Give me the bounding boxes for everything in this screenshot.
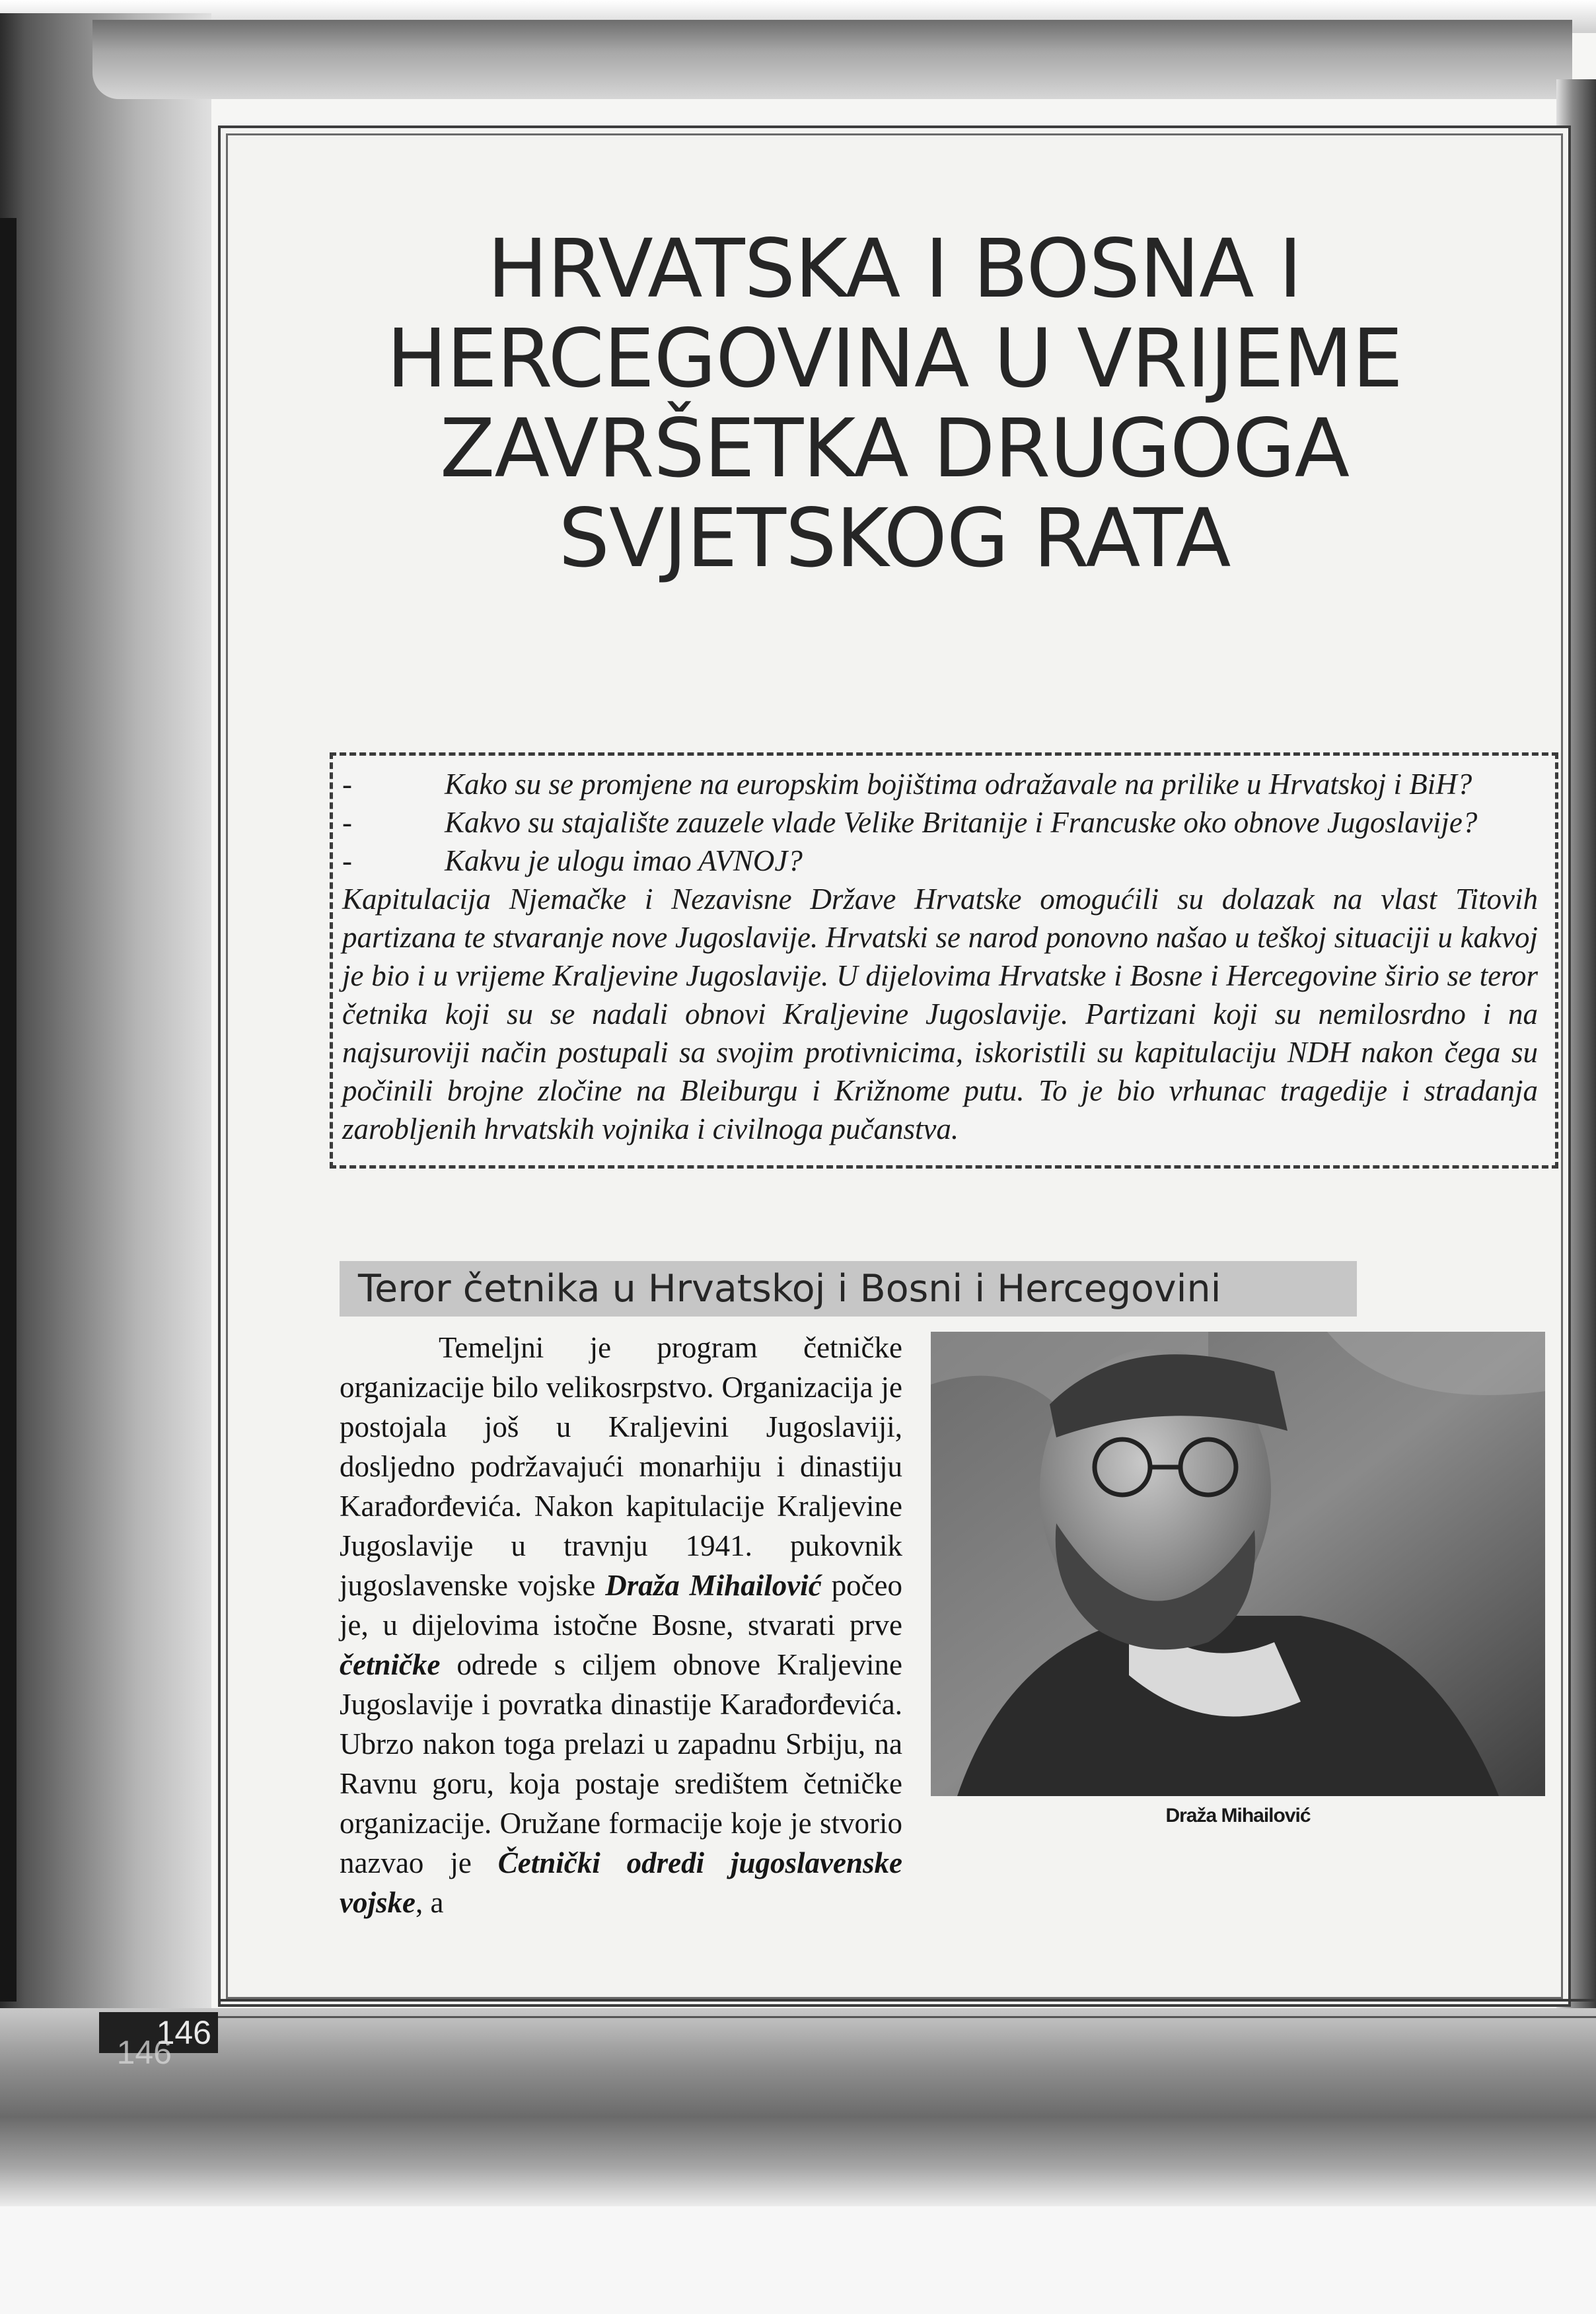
body-text-run: počeo je, u dijelovima istočne Bosne, stvarati prve — [340, 1569, 903, 1642]
photo-caption: Draža Mihailović — [1165, 1805, 1311, 1826]
emphasis-term: četničke — [340, 1648, 441, 1681]
section-heading: Teror četnika u Hrvatskoj i Bosni i Hercegovini — [340, 1261, 1357, 1317]
title-line: ZAVRŠETKA DRUGOGA — [439, 402, 1350, 495]
section-body-text — [340, 1328, 902, 1922]
page-title — [300, 224, 1489, 583]
question-item — [342, 803, 1538, 842]
question-dash: - — [342, 844, 352, 877]
question-text: Kakvu je ulogu imao AVNOJ? — [445, 844, 803, 877]
body-text-run: , a — [415, 1886, 444, 1919]
question-dash: - — [342, 806, 352, 839]
body-text-run: Temeljni je program četničke organizacije bilo velikosrpstvo. Organizacija je postojala još u Kraljevini Jugoslaviji, dosljedno podržavajući monarhiju i dinastiju Karađorđevića. Nakon kapitulacije Kraljevine Jugoslavije u travnju 1941. pukovnik jugoslavenske vojske — [340, 1331, 902, 1602]
book-cover-edge — [92, 20, 1572, 99]
title-line: SVJETSKOG RATA — [558, 491, 1231, 585]
footer-rule — [218, 1999, 1596, 2002]
question-item — [342, 765, 1538, 803]
title-line: HERCEGOVINA U VRIJEME — [386, 312, 1402, 406]
book-bottom-shadow — [0, 2008, 1596, 2206]
page-number: 146 — [99, 2012, 218, 2053]
question-text: Kakvo su stajalište zauzele vlade Velike Britanije i Francuske oko obnove Jugoslavije? — [445, 806, 1478, 839]
page-number-ghost: 146 — [116, 2034, 172, 2071]
footer-rule — [218, 2016, 1596, 2018]
question-item — [342, 842, 1538, 880]
emphasis-name: Draža Mihailović — [605, 1569, 822, 1602]
scan-bottom-margin — [0, 2206, 1596, 2314]
question-dash: - — [342, 768, 352, 801]
book-spine-shadow — [0, 13, 211, 2272]
title-line: HRVATSKA I BOSNA I — [487, 222, 1302, 316]
emphasis-term: Četnički odredi jugoslavenske vojske — [340, 1846, 902, 1919]
intro-questions-box — [330, 752, 1558, 1169]
question-text: Kako su se promjene na europskim bojištima odražavale na prilike u Hrvatskoj i BiH? — [445, 768, 1472, 801]
textbook-page — [218, 126, 1571, 2007]
portrait-photo-icon — [931, 1332, 1545, 1796]
body-text-run: odrede s ciljem obnove Kraljevine Jugoslavije i povratka dinastije Karađorđevića. Ubrzo nakon toga prelazi u zapadnu Srbiju, na Ravnu goru, koja postaje središtem četničke organizacije. Oružane formacije koje je stvorio nazvao je — [340, 1648, 902, 1879]
portrait-photo — [931, 1332, 1545, 1796]
intro-paragraph: Kapitulacija Njemačke i Nezavisne Države Hrvatske omogućili su dolazak na vlast Titovih partizana te stvaranje nove Jugoslavije. Hrvatski se narod ponovno našao u teškoj situaciji u kakvoj je bio i u vrijeme Kraljevine Jugoslavije. U dijelovima Hrvatske i Bosne i Hercegovine širio se teror četnika koji su se nadali obnovi Kraljevine Jugoslavije. Partizani koji su nemilosrdno i na najsuroviji način postupali sa svojim protivnicima, iskoristili su kapitulaciju NDH nakon čega su počinili brojne zločine na Bleiburgu i Križnome putu. To je bio vrhunac tragedije i stradanja zarobljenih hrvatskih vojnika i civilnoga pučanstva. — [342, 883, 1538, 1145]
scan-left-edge — [0, 218, 17, 2002]
